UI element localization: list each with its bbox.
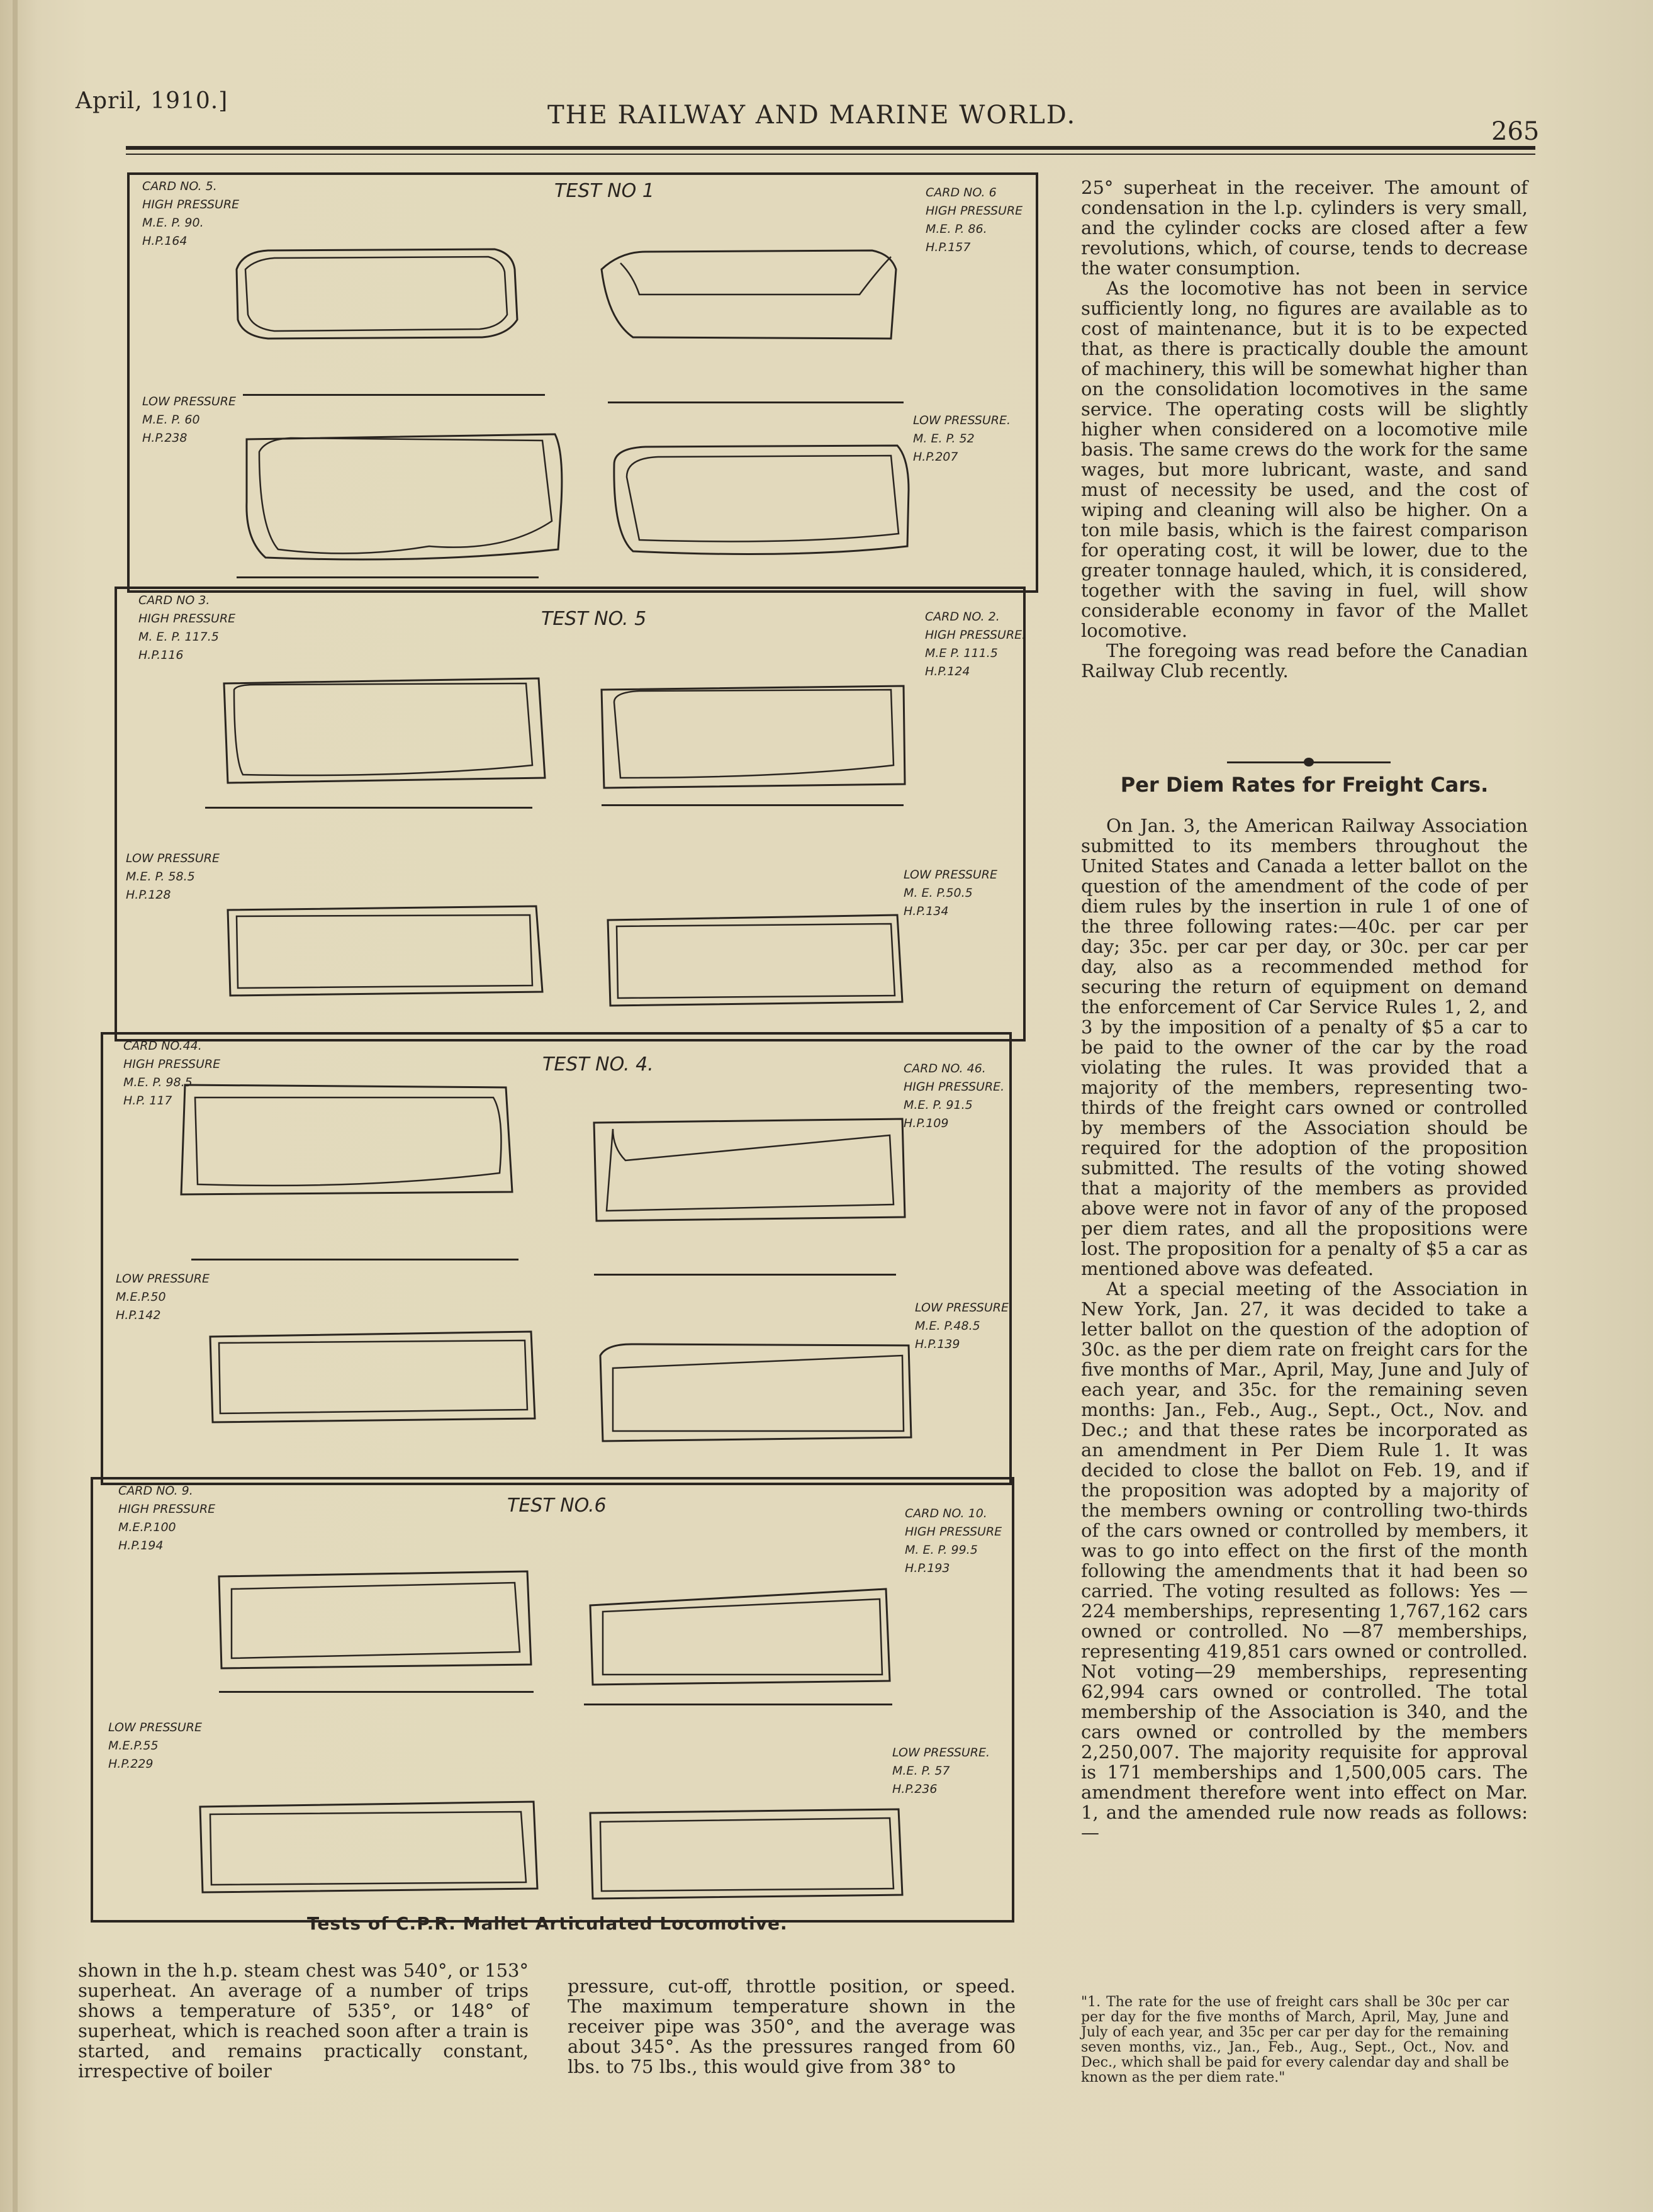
indicator-card-trace (595, 244, 904, 345)
card-label: LOW PRESSURE M.E. P. 60 H.P.238 (142, 395, 237, 445)
right-column-article (1081, 177, 1528, 681)
journal-title: THE RAILWAY AND MARINE WORLD. (547, 101, 1077, 130)
atmospheric-line (594, 1274, 896, 1276)
bottom-middle-column (568, 1976, 1016, 2077)
indicator-card-trace (584, 1580, 899, 1693)
amended-rule-quote: "1. The rate for the use of freight cars shall be 30c per car per day for the five months of March, April, May, June and July of each year, and 35c per car per day for the remaining seven months, viz., Jan., Feb., Aug., Sept., Oct., Nov. and Dec., which shall be paid for every calendar day and shall be known as the per diem rate." (1081, 1994, 1509, 2086)
test-panel-4 (101, 1032, 1012, 1485)
paragraph: On Jan. 3, the American Railway Association submitted to its members throughout the United States and Canada a letter ballot on the question of the amendment of the code of per diem rules by the insertion in rule 1 of one of the three following rates:—40c. per car per day; 35c. per car per day, or 30c. per car per day, also as a recommended method for securing the return of equipment on demand the enforcement of Car Service Rules 1, 2, and 3 by the imposition of a penalty of $5 a car to be paid to the owner of the car by the road violating the rules. It was provided that a majority of the members, representing two-thirds of the freight cars owned or controlled by members of the Association should be required for the adoption of the proposition submitted. The results of the voting showed that a majority of the members as provided above were not in favor of any of the proposed per diem rates, and all the propositions were lost. The proposition for a penalty of $5 a car as mentioned above was defeated. (1081, 815, 1528, 1279)
indicator-card-trace (602, 907, 916, 1014)
paragraph: As the locomotive has not been in service sufficiently long, no figures are available as to cost of maintenance, but it is to be expected that, as there is practically double the amount of machinery, this will be somewhat higher than on the consolidation locomotives in the same service. The operating costs will be slightly higher when considered on a locomotive mile basis. The same crews do the work for the same wages, but more lubricant, waste, and sand must of necessity be used, and the cost of wiping and cleaning will also be higher. On a ton mile basis, which is the fairest comparison for operating cost, it will be lower, due to the greater tonnage hauled, which, it is considered, together with the saving in fuel, will show considerable economy in favor of the Mallet locomotive. (1081, 278, 1528, 641)
card-label: CARD NO.44. HIGH PRESSURE M.E. P. 98.5 H.P. 117 (123, 1039, 221, 1108)
paragraph: pressure, cut-off, throttle position, or speed. The maximum temperature shown in the receiver pipe was 350°, and the average was about 345°. As the pressures ranged from 60 lbs. to 75 lbs., this would give from 38° to (568, 1975, 1016, 2077)
indicator-card-trace (595, 677, 910, 797)
page-number: 265 (1491, 117, 1540, 146)
atmospheric-line (191, 1259, 518, 1260)
card-label: LOW PRESSURE. M. E. P. 52 H.P.207 (913, 413, 1011, 464)
indicator-card-trace (172, 1079, 525, 1204)
card-label: CARD NO. 5. HIGH PRESSURE M.E. P. 90. H.P.164 (142, 179, 240, 248)
indicator-card-trace (594, 1337, 921, 1450)
atmospheric-line (584, 1704, 892, 1705)
paragraph: shown in the h.p. steam chest was 540°, or 153° superheat. An average of a number of trips shows a temperature of 535°, or 148° of superheat, which is reached soon after a train is started, and remains practically constant, irrespective of boiler (78, 1960, 529, 2082)
card-label: LOW PRESSURE. M.E. P. 57 H.P.236 (892, 1746, 990, 1796)
card-label: LOW PRESSURE M.E.P.50 H.P.142 (116, 1272, 210, 1322)
card-label: CARD NO. 9. HIGH PRESSURE M.E.P.100 H.P.194 (118, 1484, 216, 1552)
atmospheric-line (205, 807, 532, 809)
indicator-card-trace (221, 897, 549, 1004)
test-panel-1 (127, 172, 1038, 593)
card-label: LOW PRESSURE M.E. P.48.5 H.P.139 (915, 1301, 1009, 1351)
card-label: CARD NO. 10. HIGH PRESSURE M. E. P. 99.5 H.P.193 (905, 1507, 1002, 1575)
indicator-card-trace (608, 439, 916, 565)
paragraph: 25° superheat in the receiver. The amount of condensation in the l.p. cylinders is very small, and the cylinder cocks are closed after a few revolutions, which, of course, tends to decrease the water consumption. (1081, 177, 1528, 279)
bottom-left-column (78, 1960, 529, 2081)
card-label: CARD NO 3. HIGH PRESSURE M. E. P. 117.5 H.P.116 (138, 593, 236, 662)
issue-date: April, 1910.] (76, 88, 228, 114)
test-title: TEST NO.6 (507, 1495, 607, 1517)
header-rule (126, 146, 1535, 150)
card-label: CARD NO. 46. HIGH PRESSURE. M.E. P. 91.5 H.P.109 (904, 1062, 1005, 1130)
atmospheric-line (608, 401, 904, 403)
header-rule-thin (126, 154, 1535, 155)
card-label: LOW PRESSURE M.E.P.55 H.P.229 (108, 1721, 203, 1771)
atmospheric-line (219, 1691, 534, 1693)
indicator-card-trace (204, 1324, 544, 1431)
indicator-card-diagram (82, 164, 1045, 1926)
card-label: CARD NO. 6 HIGH PRESSURE M.E. P. 86. H.P.157 (926, 186, 1023, 254)
per-diem-article (1081, 816, 1528, 1843)
test-panel-5 (115, 587, 1026, 1041)
indicator-card-trace (218, 671, 551, 790)
test-title: TEST NO. 4. (542, 1053, 654, 1075)
indicator-card-trace (240, 427, 568, 565)
card-label: LOW PRESSURE M. E. P.50.5 H.P.134 (904, 868, 998, 918)
indicator-card-trace (584, 1800, 911, 1907)
test-title: TEST NO. 5 (541, 608, 647, 630)
card-label: CARD NO. 2. HIGH PRESSURE. M.E P. 111.5 H.P.124 (925, 610, 1026, 678)
atmospheric-line (237, 576, 539, 578)
test-title: TEST NO 1 (554, 180, 654, 202)
atmospheric-line (602, 804, 904, 806)
card-label: LOW PRESSURE M.E. P. 58.5 H.P.128 (126, 851, 220, 902)
indicator-card-trace (230, 244, 520, 345)
indicator-card-trace (588, 1110, 915, 1230)
indicator-card-trace (194, 1794, 546, 1901)
paragraph: At a special meeting of the Association in New York, Jan. 27, it was decided to take a letter ballot on the question of the adoption of 30c. as the per diem rate on freight cars for the five months of Mar., April, May, June and July of each year, and 35c. for the remaining seven months: Jan., Feb., Aug., Sept., Oct., Nov. and Dec.; and that these rates be incorporated as an amendment in Per Diem Rule 1. It was decided to close the ballot on Feb. 19, and if the proposition was adopted by a majority of the members owning or controlling two-thirds of the cars owned or controlled by members, it was to go into effect on the first of the month following the amendments that it had been so carried. The voting resulted as follows: Yes — 224 memberships, representing 1,767,162 cars owned or controlled. No —87 memberships, representing 419,851 cars owned or controlled. Not voting—29 memberships, representing 62,994 cars owned or controlled. The total membership of the Association is 340, and the cars owned or controlled by the members 2,250,007. The majority requisite for approval is 171 memberships and 1,500,005 cars. The amendment therefore went into effect on Mar. 1, and the amended rule now reads as follows:— (1081, 1278, 1528, 1843)
test-panel-6 (91, 1477, 1014, 1923)
figure-caption: Tests of C.P.R. Mallet Articulated Locomotive. (307, 1913, 788, 1934)
section-title: Per Diem Rates for Freight Cars. (1120, 773, 1489, 797)
indicator-card-trace (213, 1564, 540, 1677)
page-fold-shadow (13, 0, 18, 2212)
atmospheric-line (243, 394, 545, 396)
section-divider-ornament (1304, 758, 1314, 766)
paragraph: The foregoing was read before the Canadian Railway Club recently. (1081, 640, 1528, 682)
